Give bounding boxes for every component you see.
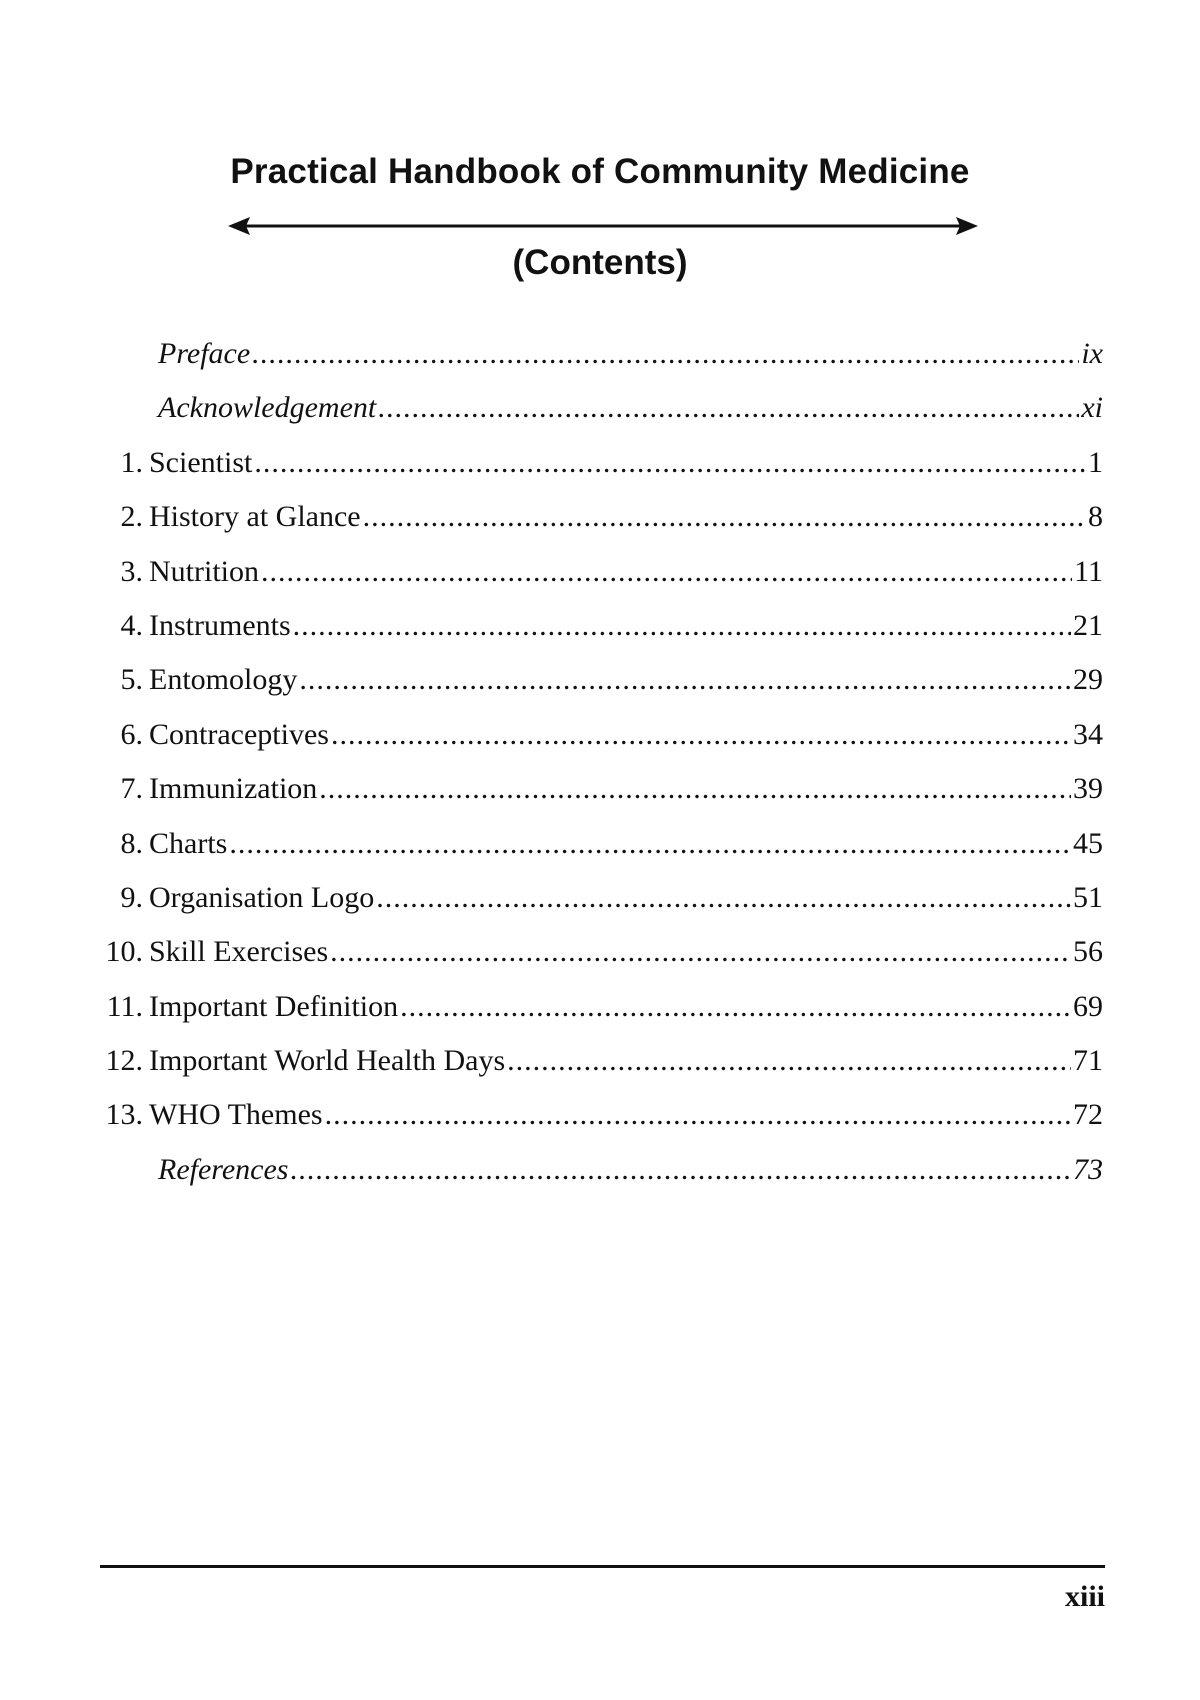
dot-leader	[331, 708, 1071, 762]
toc-entry-title: References	[158, 1152, 289, 1186]
toc-entry-body	[158, 327, 1103, 381]
page-number: xiii	[1064, 1580, 1105, 1613]
toc-entry-title: Immunization	[149, 772, 318, 806]
toc-entry	[0, 925, 1200, 979]
toc-entry-title: Entomology	[149, 663, 298, 697]
toc-entry-page: 8	[1088, 500, 1103, 534]
dot-leader	[378, 381, 1079, 435]
toc-entry-page: 21	[1073, 608, 1103, 642]
toc-entry-number: 13.	[105, 1098, 143, 1132]
toc-entry	[0, 871, 1200, 925]
dot-leader	[254, 436, 1086, 490]
toc-entry-number: 9.	[120, 880, 143, 914]
toc-entry-number: 3.	[120, 554, 143, 588]
toc-entry	[0, 599, 1200, 653]
toc-entry-page: 1	[1088, 445, 1103, 479]
toc-entry-body	[149, 980, 1103, 1034]
dot-leader	[330, 925, 1071, 979]
toc-entry-title: Important World Health Days	[149, 1044, 506, 1078]
dot-leader	[363, 490, 1086, 544]
toc-entry-body	[149, 1088, 1103, 1142]
toc-entry-body	[149, 653, 1103, 707]
toc-entry	[0, 1034, 1200, 1088]
toc-entry-page: 45	[1073, 826, 1103, 860]
toc-entry-number: 2.	[120, 500, 143, 534]
dot-leader	[376, 871, 1071, 925]
toc-entry-page: 73	[1073, 1152, 1103, 1186]
toc-entry-number: 10.	[105, 935, 143, 969]
toc-entry	[0, 708, 1200, 762]
dot-leader	[325, 1088, 1071, 1142]
toc-entry-number: 1.	[120, 445, 143, 479]
toc-entry	[0, 1143, 1200, 1197]
toc-entry-page: 51	[1073, 880, 1103, 914]
toc-entry-body	[149, 871, 1103, 925]
toc-entry-body	[149, 817, 1103, 871]
toc-entry-title: Scientist	[149, 445, 253, 479]
book-title: Practical Handbook of Community Medicine	[230, 152, 970, 191]
dot-leader	[293, 599, 1071, 653]
toc-entry-number: 4.	[120, 608, 143, 642]
toc-entry-page: 56	[1073, 935, 1103, 969]
toc-entry-page: 34	[1073, 717, 1103, 751]
contents-heading: (Contents)	[512, 243, 688, 282]
toc-entry-title: Contraceptives	[149, 717, 329, 751]
toc-entry-number: 6.	[120, 717, 143, 751]
toc-entry	[0, 381, 1200, 435]
footer-rule	[100, 1565, 1105, 1568]
toc-entry-title: Important Definition	[149, 989, 399, 1023]
toc-entry-body	[149, 436, 1103, 490]
double-headed-arrow-icon	[228, 214, 978, 238]
dot-leader	[290, 1143, 1071, 1197]
toc-entry-page: 69	[1073, 989, 1103, 1023]
toc-entry-body	[149, 490, 1103, 544]
toc-entry-page: 72	[1073, 1098, 1103, 1132]
table-of-contents	[0, 327, 1200, 1197]
toc-entry-title: History at Glance	[149, 500, 361, 534]
dot-leader	[261, 545, 1072, 599]
toc-entry-title: Instruments	[149, 608, 291, 642]
toc-entry-page: 11	[1074, 554, 1103, 588]
toc-entry-body	[158, 1143, 1103, 1197]
toc-entry-body	[149, 762, 1103, 816]
toc-entry-number: 12.	[105, 1044, 143, 1078]
toc-entry-page: xi	[1081, 391, 1103, 425]
toc-entry-body	[149, 1034, 1103, 1088]
dot-leader	[400, 980, 1071, 1034]
toc-entry-number: 5.	[120, 663, 143, 697]
dot-leader	[507, 1034, 1071, 1088]
toc-entry-page: ix	[1081, 337, 1103, 370]
toc-entry	[0, 980, 1200, 1034]
toc-entry-number: 7.	[120, 772, 143, 806]
toc-entry-title: Nutrition	[149, 554, 259, 588]
toc-entry-page: 29	[1073, 663, 1103, 697]
toc-entry-body	[149, 599, 1103, 653]
toc-entry-title: Skill Exercises	[149, 935, 329, 969]
toc-entry-title: WHO Themes	[149, 1098, 323, 1132]
toc-entry	[0, 817, 1200, 871]
toc-entry	[0, 490, 1200, 544]
toc-entry-body	[149, 925, 1103, 979]
toc-entry-body	[158, 381, 1103, 435]
toc-entry-page: 71	[1073, 1044, 1103, 1078]
toc-entry	[0, 653, 1200, 707]
dot-leader	[229, 817, 1071, 871]
toc-entry-number: 11.	[106, 989, 143, 1023]
toc-entry-title: Acknowledgement	[158, 391, 377, 425]
toc-entry-number: 8.	[120, 826, 143, 860]
dot-leader	[299, 653, 1071, 707]
toc-entry	[0, 436, 1200, 490]
toc-entry-body	[149, 708, 1103, 762]
toc-entry	[0, 545, 1200, 599]
toc-entry-page: 39	[1073, 772, 1103, 806]
toc-entry-body	[149, 545, 1103, 599]
toc-entry	[0, 327, 1200, 381]
toc-entry	[0, 1088, 1200, 1142]
toc-entry	[0, 762, 1200, 816]
toc-entry-title: Charts	[149, 826, 228, 860]
toc-entry-title: Preface	[158, 337, 251, 370]
dot-leader	[319, 762, 1071, 816]
dot-leader	[252, 327, 1079, 381]
toc-entry-title: Organisation Logo	[149, 880, 375, 914]
